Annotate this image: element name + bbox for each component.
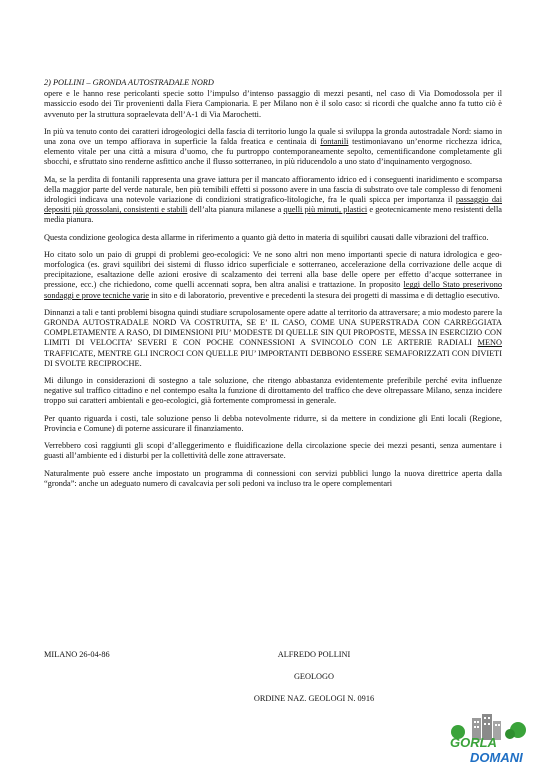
paragraph-9: Verrebbero così raggiunti gli scopi d’alleggerimento e fluidificazione della circolazione specie dei mezzi pesanti, senza aumentare i guasti all’ambiente ed i disturbi per la collettività delle zone attraversate. bbox=[44, 441, 502, 461]
paragraph-5 bbox=[44, 250, 502, 301]
text-span: In più va tenuto conto dei caratteri idrogeologici della fascia di territorio lungo la quale si sviluppa la gronda autostradale Nord: siamo in una zona ove un tempo affiorava in superficie la falda freatica e centinaia di bbox=[44, 126, 502, 147]
text-span: Dinnanzi a tali e tanti problemi bisogna quindi studiare scrupolosamente opere adatte al territorio da attraversare; a mio modesto parere la GRONDA AUTOSTRADALE NORD VA COSTRUITA, SE E’ IL CASO, COME UNA SUPERSTRADA CON CARREGGIATA COMPLETAMENTE A RASO, DI DIMENSIONI PIU’ MODESTE DI QUELLE SIN QUI PROPOSTE, MESSA IN ESERCIZIO CON LIMITI DI VELOCITA’ SEVERI E CON POCHE CONNESSIONI A SVINCOLO CON LE ARTERIE RADIALI bbox=[44, 307, 502, 348]
underlined-text: fontanili bbox=[320, 137, 349, 147]
paragraph-7: Mi dilungo in considerazioni di sostegno a tale soluzione, che ritengo abbastanza evidentemente preferibile perché evita influenze negative sul traffico cittadino e nel contempo esalta la funzione di dirottamento del traffico che deve oltrepassare Milano, senza incidere troppo sui caratteri ambientali e geo-ecologici, già fortemente compromessi in generale. bbox=[44, 376, 502, 406]
signer-role: GEOLOGO bbox=[293, 672, 335, 682]
logo-word-domani: DOMANI bbox=[470, 750, 523, 764]
paragraph-8: Per quanto riguarda i costi, tale soluzione penso li debba notevolmente ridurre, si da mettere in condizione gli Enti locali (Regione, Provincia e Comune) di poterne assicurare il finanziamento. bbox=[44, 413, 502, 433]
paragraph-4: Questa condizione geologica desta allarme in riferimento a quanto già detto in materia di squilibri causati dalle vibrazioni del traffico. bbox=[44, 232, 489, 242]
text-span: e geotecnicamente meno resistenti della media pianura. bbox=[44, 205, 502, 225]
underlined-text: MENO bbox=[477, 338, 502, 348]
logo-word-gorla: GORLA bbox=[450, 735, 497, 750]
underlined-text: leggi dello Stato preserivono sondaggi e prove tecniche varie bbox=[44, 280, 503, 300]
signer-order: ORDINE NAZ. GEOLOGI N. 0916 bbox=[253, 694, 375, 704]
paragraph-2 bbox=[44, 127, 502, 168]
text-span: testimoniavano un’enorme ricchezza idrica, elemento vitale per una città a misura d’uomo, che fu purtroppo contemporaneamente sepolto, cementificandone completamente gli sbocchi, e sfruttato sino renderne asfittico anche il flusso sotterraneo, in più riducendolo a uno stato d’inquinamento vergognoso. bbox=[44, 137, 502, 167]
place-date: MILANO 26-04-86 bbox=[44, 650, 110, 659]
signature bbox=[224, 650, 404, 717]
document-title: 2) POLLINI – GRONDA AUTOSTRADALE NORD bbox=[44, 78, 214, 87]
underlined-text: passaggio dai depositi più grossolani, consistenti e stabili bbox=[44, 195, 502, 215]
gorla-domani-logo bbox=[448, 712, 532, 764]
document-body bbox=[44, 78, 502, 496]
paragraph-1: opere e le hanno rese pericolanti specie sotto l’impulso d’intenso passaggio di mezzi pesanti, nel caso di Via Domodossola per il massiccio esodo dei Tir provenienti dalla Fiera Campionaria. E per Milano non è il solo caso: si ricordi che qualche anno fa tutto ciò è avvenuto per la struttura sopraelevata dell’A-1 di Via Marochetti. bbox=[44, 89, 502, 119]
text-span: Ho citato solo un paio di gruppi di problemi geo-ecologici: Ve ne sono altri non meno importanti specie di natura idrologica e geo-morfologica (es. gravi squilibri dei sistemi di flusso idrico superficiale e sotterraneo, accelerazione della corrivazione delle acque di precipitazione, esaltazione delle azioni erosive di scalzamento dei terreni alla base delle opere per effetto d’acque sotterranee in pressione, ecc.) che richiedono, come quelli accennati sopra, ben altra analisi e trattazione. In proposito bbox=[44, 249, 502, 290]
text-span: dell’alta pianura milanese a bbox=[187, 205, 284, 215]
text-span: in sito e di laboratorio, preventive e precedenti la stesura dei progetti di massima e di dettaglio esecutivo. bbox=[149, 290, 500, 300]
paragraph-6 bbox=[44, 308, 502, 369]
text-span: Ma, se la perdita di fontanili rappresenta una grave iattura per il mancato affioramento idrico ed i conseguenti inaridimento e scomparsa della maggior parte del verde naturale, ben più temibili effetti si possono avere in una fascia di substrato ove tale complesso di fenomeni idrologici indicava una notevole variazione di condizioni stratigrafico-litologiche, fra le quali spicca per importanza il bbox=[44, 174, 502, 205]
tree-shape bbox=[505, 729, 515, 739]
underlined-text: quelli più minuti, plastici bbox=[283, 205, 368, 215]
signer-name: ALFREDO POLLINI bbox=[277, 650, 351, 659]
paragraph-3 bbox=[44, 175, 502, 226]
paragraph-10: Naturalmente può essere anche impostato un programma di connessioni con servizi pubblici lungo la nuova direttrice aperta dalla “gronda”: anche un adeguato numero di cavalcavia per soli pedoni va incluso tra le opere complementari bbox=[44, 468, 502, 488]
text-span: TRAFFICATE, MENTRE GLI INCROCI CON QUELLE PIU’ IMPORTANTI DEBBONO ESSERE SEMAFORIZZATI CON DIVIETI DI SVOLTE RECIPROCHE. bbox=[44, 348, 502, 368]
